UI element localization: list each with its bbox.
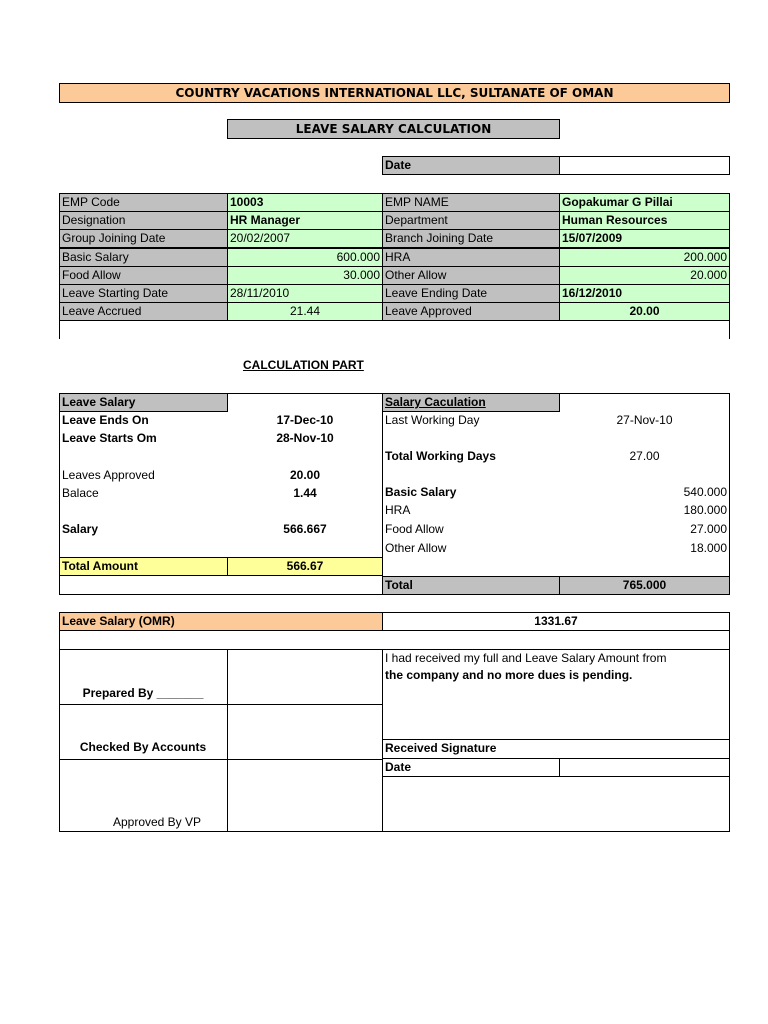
calculation-part-title: CALCULATION PART — [243, 358, 364, 372]
balance-value: 1.44 — [293, 486, 317, 500]
calc-basic-salary-value: 540.000 — [683, 485, 727, 499]
total-amount-label: Total Amount — [59, 557, 228, 576]
checked-by-accounts-label: Checked By Accounts — [79, 740, 207, 754]
employee-field-label: Basic Salary — [59, 248, 228, 267]
received-signature-field[interactable] — [383, 777, 729, 831]
calc-other-allow-label: Other Allow — [385, 541, 447, 555]
form-title: LEAVE SALARY CALCULATION — [227, 119, 560, 139]
leave-starts-value: 28-Nov-10 — [276, 431, 334, 445]
employee-field-value: 21.44 — [227, 302, 383, 321]
calc-food-allow-label: Food Allow — [385, 522, 444, 536]
employee-field-label: Department — [382, 211, 560, 230]
employee-field-value: 600.000 — [227, 248, 383, 267]
employee-field-label: Leave Starting Date — [59, 284, 228, 303]
signoff-date-label: Date — [385, 760, 412, 774]
approved-by-signature-field[interactable] — [228, 760, 382, 832]
employee-field-value: 28/11/2010 — [227, 284, 383, 303]
employee-field-label: EMP NAME — [382, 193, 560, 212]
leaves-approved-label: Leaves Approved — [62, 468, 155, 482]
prepared-by-signature-field[interactable] — [228, 650, 382, 704]
company-title: COUNTRY VACATIONS INTERNATIONAL LLC, SULTANATE OF OMAN — [59, 83, 730, 103]
employee-field-value: 20.00 — [559, 302, 730, 321]
employee-field-label: Leave Accrued — [59, 302, 228, 321]
employee-field-label: Food Allow — [59, 266, 228, 285]
employee-field-label: Leave Approved — [382, 302, 560, 321]
prepared-by-label: Prepared By _______ — [82, 686, 204, 700]
employee-field-label: EMP Code — [59, 193, 228, 212]
employee-field-value: 200.000 — [559, 248, 730, 267]
leave-salary-omr-value: 1331.67 — [382, 612, 730, 631]
employee-field-label: Designation — [59, 211, 228, 230]
calc-basic-salary-label: Basic Salary — [385, 485, 457, 499]
employee-field-value: HR Manager — [227, 211, 383, 230]
employee-field-label: Group Joining Date — [59, 229, 228, 248]
employee-field-label: Branch Joining Date — [382, 229, 560, 248]
total-working-days-value: 27.00 — [629, 449, 660, 463]
date-label: Date — [382, 156, 560, 175]
employee-field-label: Leave Ending Date — [382, 284, 560, 303]
checked-by-signature-field[interactable] — [228, 705, 382, 759]
employee-field-value: Gopakumar G Pillai — [559, 193, 730, 212]
receipt-statement-line2: the company and no more dues is pending. — [385, 668, 633, 682]
receipt-statement-line1: I had received my full and Leave Salary Amount from — [385, 651, 667, 665]
leaves-approved-value: 20.00 — [289, 468, 321, 482]
salary-value: 566.667 — [283, 522, 327, 536]
signoff-date-field[interactable] — [560, 759, 729, 776]
salary-total-value: 765.000 — [559, 576, 730, 595]
calc-other-allow-value: 18.000 — [690, 541, 727, 555]
calc-food-allow-value: 27.000 — [690, 522, 727, 536]
table-divider — [729, 320, 730, 339]
approved-by-vp-label: Approved By VP — [112, 815, 202, 829]
salary-total-label: Total — [382, 576, 560, 595]
employee-field-label: HRA — [382, 248, 560, 267]
date-field[interactable] — [559, 156, 730, 175]
calc-hra-value: 180.000 — [683, 503, 727, 517]
employee-field-value: 20/02/2007 — [227, 229, 383, 248]
leave-ends-value: 17-Dec-10 — [276, 413, 334, 427]
leave-starts-label: Leave Starts Om — [62, 431, 157, 445]
leave-salary-omr-label: Leave Salary (OMR) — [59, 612, 383, 631]
employee-field-value: 20.000 — [559, 266, 730, 285]
salary-calculation-header: Salary Caculation — [382, 393, 560, 412]
calc-hra-label: HRA — [385, 503, 411, 517]
employee-field-value: 16/12/2010 — [559, 284, 730, 303]
balance-label: Balace — [62, 486, 99, 500]
salary-label: Salary — [62, 522, 99, 536]
employee-field-value: 15/07/2009 — [559, 229, 730, 248]
total-working-days-label: Total Working Days — [385, 449, 496, 463]
employee-field-value: Human Resources — [559, 211, 730, 230]
last-working-day-label: Last Working Day — [385, 413, 480, 427]
total-amount-value: 566.67 — [227, 557, 383, 576]
received-signature-label: Received Signature — [385, 741, 497, 755]
leave-ends-label: Leave Ends On — [62, 413, 149, 427]
employee-field-value: 30.000 — [227, 266, 383, 285]
employee-field-value: 10003 — [227, 193, 383, 212]
last-working-day-value: 27-Nov-10 — [616, 413, 673, 427]
employee-field-label: Other Allow — [382, 266, 560, 285]
table-divider — [59, 320, 60, 339]
leave-salary-header: Leave Salary — [59, 393, 228, 412]
